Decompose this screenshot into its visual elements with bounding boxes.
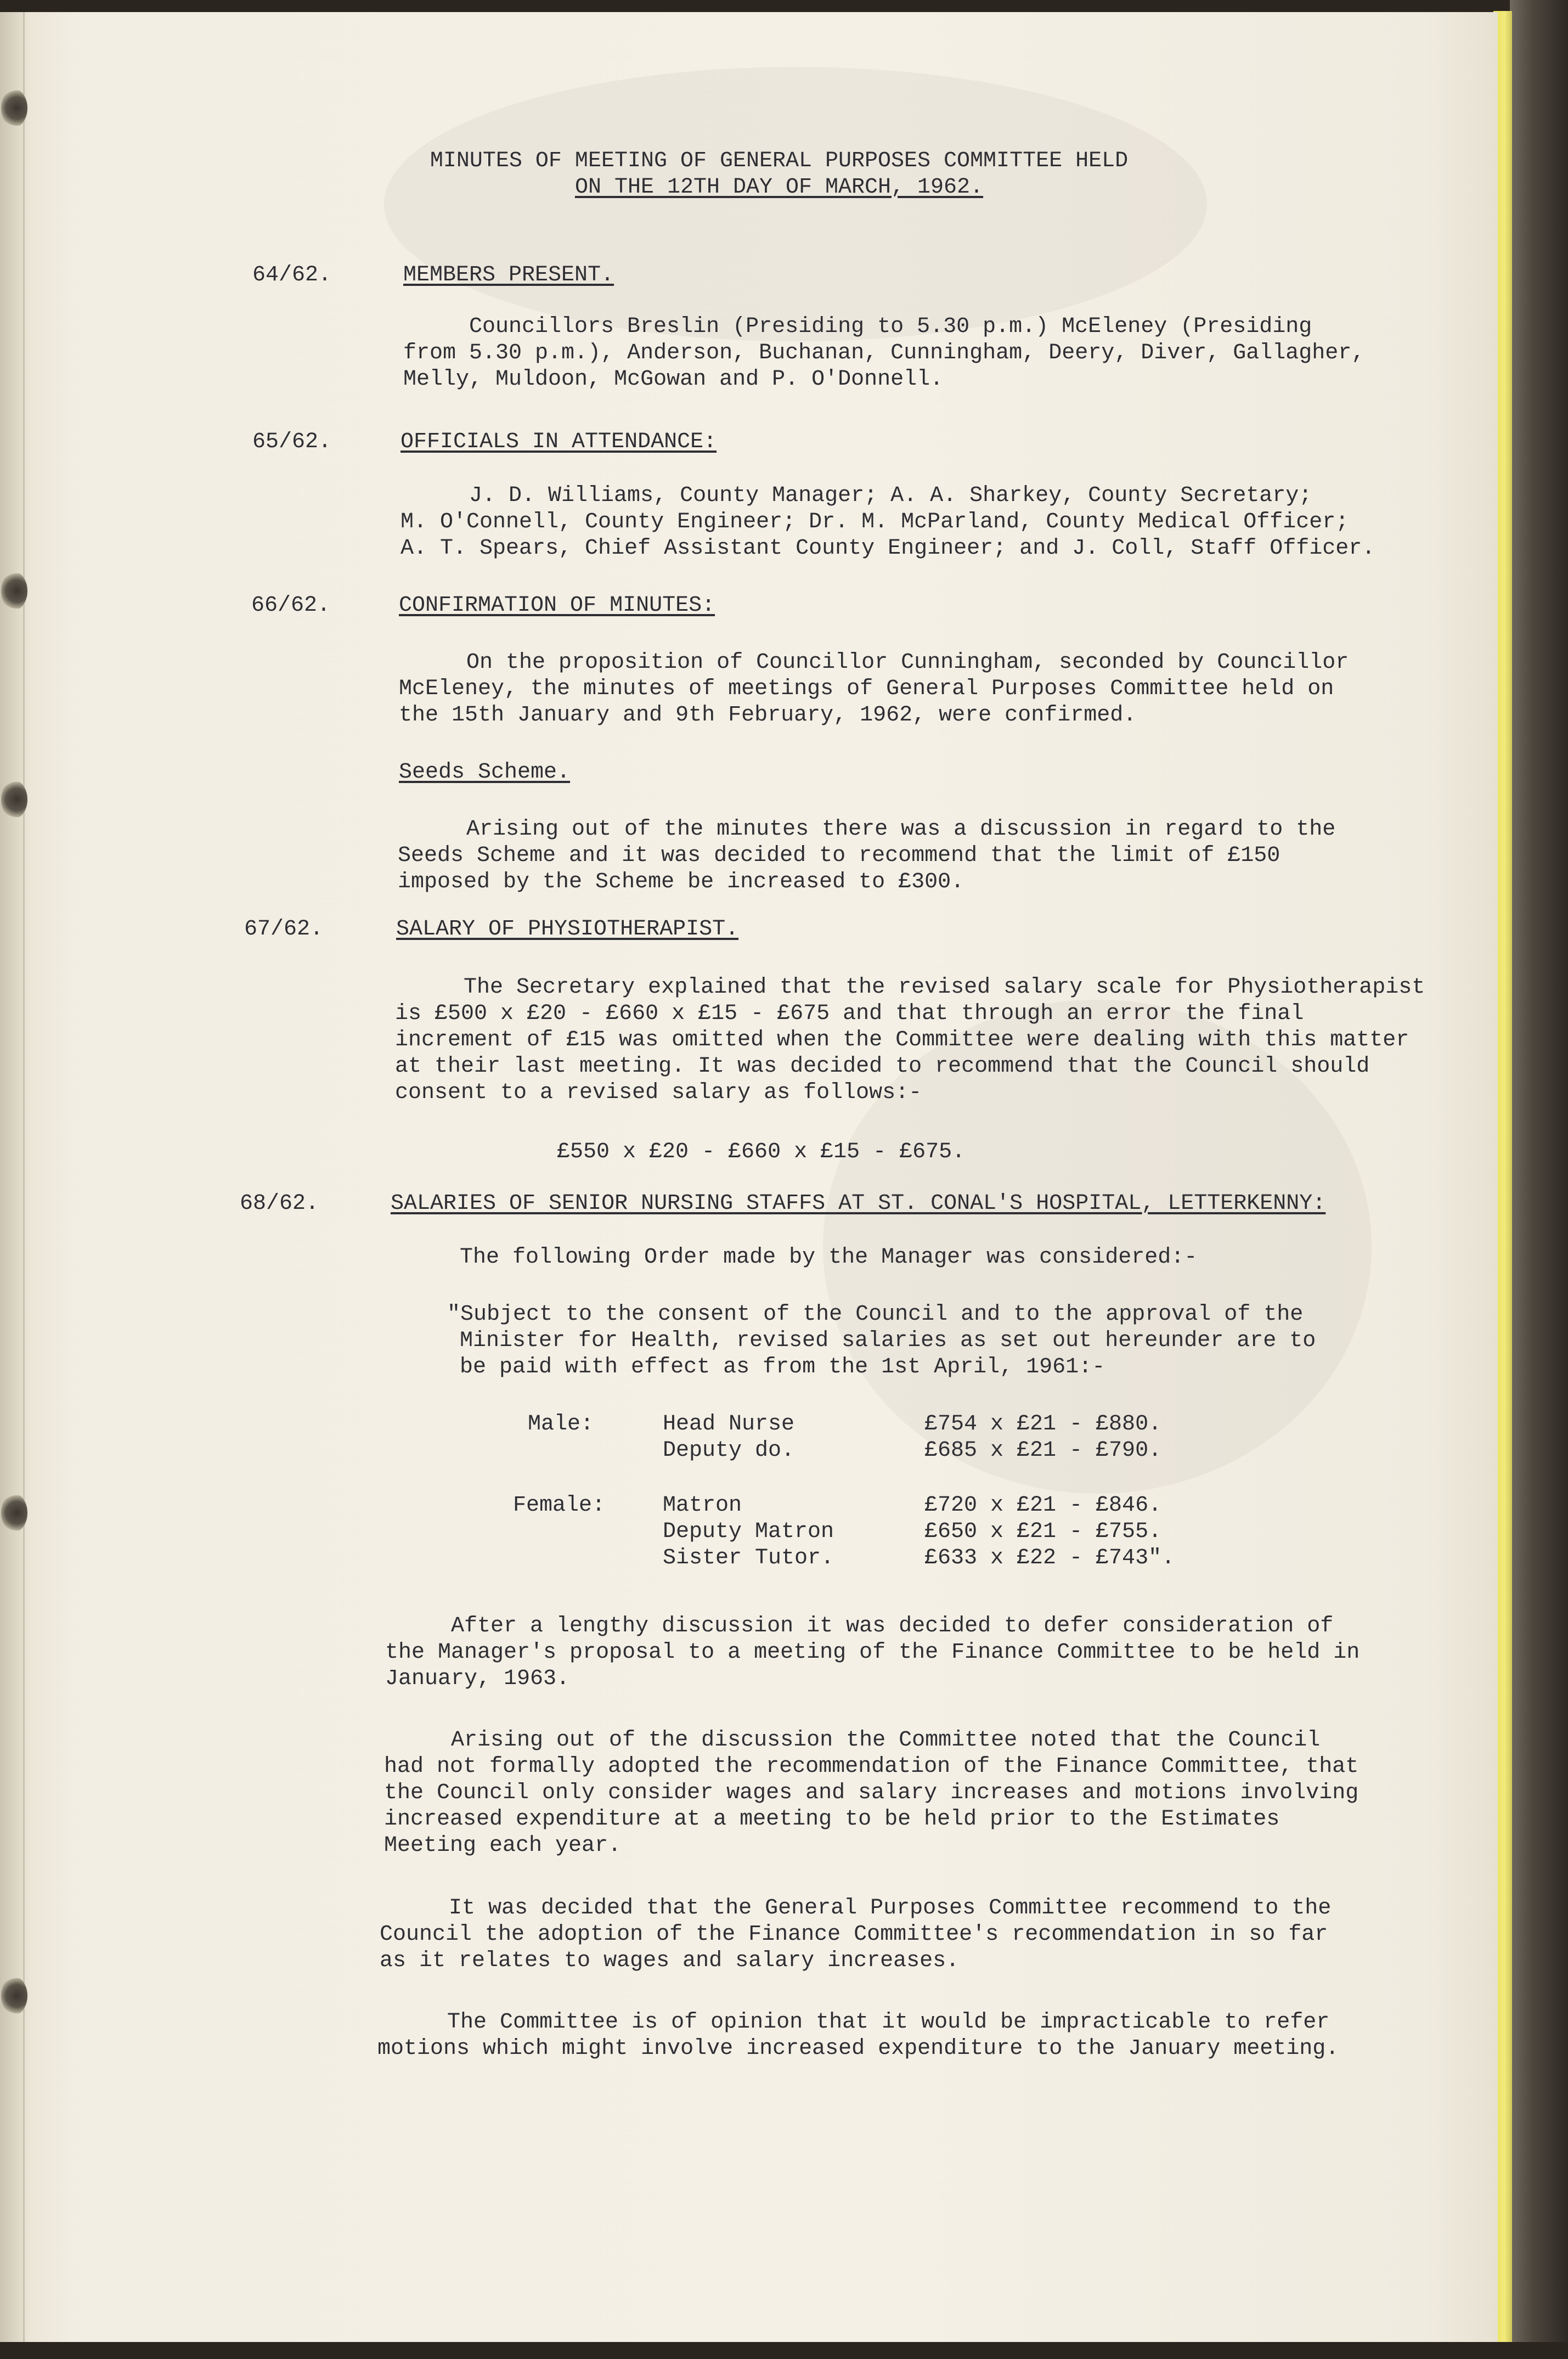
body-line: as it relates to wages and salary increases. [380, 1949, 960, 1973]
body-line: After a lengthy discussion it was decided to defer consideration of [451, 1614, 1334, 1639]
order-line: be paid with effect as from the 1st April, 1961:- [460, 1355, 1106, 1380]
order-line: "Subject to the consent of the Council and to the approval of the [447, 1302, 1304, 1327]
body-line: Councillors Breslin (Presiding to 5.30 p.m.) McEleney (Presiding [469, 314, 1312, 339]
punch-hole-icon [1, 1977, 27, 2015]
order-line: Minister for Health, revised salaries as set out hereunder are to [460, 1328, 1316, 1353]
table-group-label-male: Male: [528, 1412, 594, 1437]
section-heading-nursing-salaries: SALARIES OF SENIOR NURSING STAFFS AT ST. CONAL'S HOSPITAL, LETTERKENNY: [391, 1191, 1326, 1216]
body-line: January, 1963. [385, 1666, 570, 1691]
document-page [0, 12, 1498, 2343]
punch-hole-icon [1, 1494, 27, 1532]
table-row-scale: £754 x £21 - £880. [924, 1412, 1162, 1437]
body-line: The Secretary explained that the revised salary scale for Physiotherapist [464, 975, 1425, 1000]
punch-hole-icon [1, 780, 27, 819]
scan-frame-bottom [0, 2342, 1568, 2359]
minute-number: 68/62. [240, 1191, 319, 1216]
page-title-line-1: MINUTES OF MEETING OF GENERAL PURPOSES COMMITTEE HELD [430, 149, 1129, 173]
page-title-line-2: ON THE 12TH DAY OF MARCH, 1962. [574, 175, 984, 200]
body-line: The following Order made by the Manager was considered:- [460, 1245, 1198, 1270]
minute-number: 65/62. [252, 430, 332, 454]
body-line: at their last meeting. It was decided to recommend that the Council should [395, 1054, 1370, 1079]
bleed-through-smudge [384, 67, 1207, 341]
body-line: the Manager's proposal to a meeting of the Finance Committee to be held in [385, 1640, 1360, 1665]
table-row-scale: £633 x £22 - £743". [924, 1546, 1175, 1570]
subheading-seeds-scheme: Seeds Scheme. [399, 760, 571, 785]
table-row-post: Matron [663, 1493, 742, 1518]
body-line: the Council only consider wages and salary increases and motions involving [384, 1781, 1359, 1805]
body-line: the 15th January and 9th February, 1962, were confirmed. [399, 703, 1137, 728]
table-row-post: Deputy do. [663, 1438, 795, 1463]
table-row-post: Head Nurse [663, 1412, 795, 1437]
minute-number: 64/62. [252, 263, 332, 288]
minute-number: 66/62. [251, 593, 331, 618]
body-line: consent to a revised salary as follows:- [395, 1080, 922, 1105]
body-line: motions which might involve increased expenditure to the January meeting. [377, 2036, 1339, 2061]
body-line: increment of £15 was omitted when the Committee were dealing with this matter [395, 1028, 1409, 1052]
body-line: imposed by the Scheme be increased to £300. [398, 870, 965, 894]
salary-scale: £550 x £20 - £660 x £15 - £675. [557, 1140, 966, 1164]
body-line: J. D. Williams, County Manager; A. A. Sharkey, County Secretary; [469, 483, 1312, 508]
section-heading-physiotherapist: SALARY OF PHYSIOTHERAPIST. [396, 917, 739, 942]
table-row-scale: £650 x £21 - £755. [924, 1519, 1162, 1544]
body-line: from 5.30 p.m.), Anderson, Buchanan, Cunningham, Deery, Diver, Gallagher, [403, 341, 1365, 365]
body-line: is £500 x £20 - £660 x £15 - £675 and that through an error the final [395, 1001, 1304, 1026]
minute-number: 67/62. [244, 917, 324, 942]
table-row-scale: £685 x £21 - £790. [924, 1438, 1162, 1463]
body-line: Council the adoption of the Finance Committee's recommendation in so far [380, 1922, 1328, 1947]
body-line: Seeds Scheme and it was decided to recommend that the limit of £150 [398, 843, 1281, 868]
scan-frame-right [1510, 0, 1568, 2359]
body-line: Melly, Muldoon, McGowan and P. O'Donnell. [403, 367, 944, 392]
body-line: Arising out of the minutes there was a discussion in regard to the [466, 817, 1336, 842]
punch-hole-icon [1, 572, 27, 610]
body-line: On the proposition of Councillor Cunningham, seconded by Councillor [466, 650, 1349, 675]
table-row-post: Deputy Matron [663, 1519, 834, 1544]
body-line: Arising out of the discussion the Committee noted that the Council [451, 1728, 1321, 1753]
table-row-post: Sister Tutor. [663, 1546, 834, 1570]
section-heading-officials: OFFICIALS IN ATTENDANCE: [401, 430, 717, 454]
body-line: increased expenditure at a meeting to be held prior to the Estimates [384, 1807, 1280, 1832]
body-line: The Committee is of opinion that it would be impracticable to refer [447, 2010, 1330, 2035]
body-line: McEleney, the minutes of meetings of General Purposes Committee held on [399, 677, 1334, 701]
section-heading-members-present: MEMBERS PRESENT. [403, 263, 614, 288]
punch-hole-icon [1, 89, 27, 127]
body-line: Meeting each year. [384, 1833, 622, 1858]
body-line: It was decided that the General Purposes Committee recommend to the [449, 1896, 1332, 1921]
section-heading-confirmation: CONFIRMATION OF MINUTES: [399, 593, 715, 618]
body-line: had not formally adopted the recommendation of the Finance Committee, that [384, 1754, 1359, 1779]
table-group-label-female: Female: [513, 1493, 606, 1518]
body-line: M. O'Connell, County Engineer; Dr. M. McParland, County Medical Officer; [401, 510, 1349, 534]
table-row-scale: £720 x £21 - £846. [924, 1493, 1162, 1518]
body-line: A. T. Spears, Chief Assistant County Engineer; and J. Coll, Staff Officer. [401, 536, 1375, 561]
